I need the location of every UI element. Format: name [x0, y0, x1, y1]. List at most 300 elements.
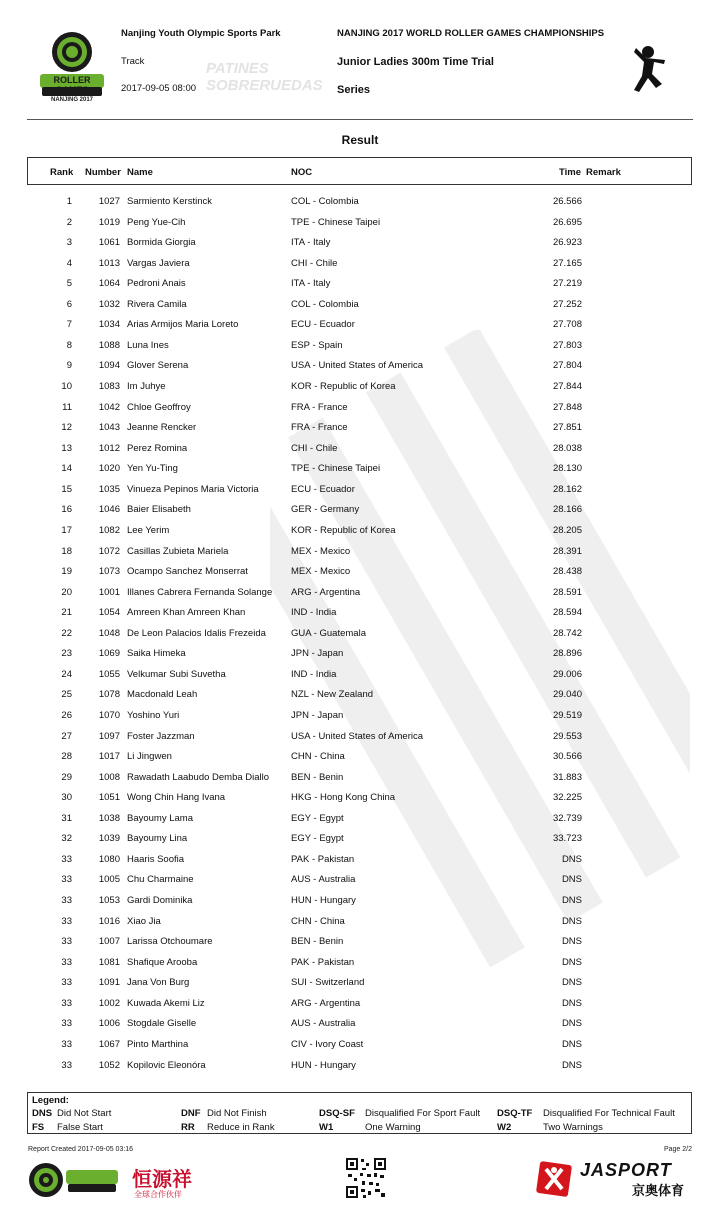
jasport-logo-icon [536, 1161, 574, 1199]
rank-cell: 18 [61, 545, 72, 557]
rank-cell: 15 [61, 483, 72, 495]
table-row [0, 916, 720, 936]
name-cell: Peng Yue-Cih [127, 216, 186, 228]
number-cell: 1053 [98, 895, 120, 907]
qr-code-icon [345, 1157, 387, 1199]
table-row [0, 607, 720, 627]
noc-cell: PAK - Pakistan [291, 853, 355, 865]
time-cell: 28.591 [552, 586, 582, 598]
time-cell: DNS [561, 936, 582, 948]
table-row [0, 854, 720, 874]
table-row [0, 1018, 720, 1038]
time-cell: 28.162 [552, 483, 582, 495]
col-time: Time [559, 167, 582, 178]
table-row [0, 525, 720, 545]
name-cell: Luna Ines [127, 339, 169, 351]
time-cell: DNS [561, 977, 582, 989]
result-title: Result [341, 133, 379, 147]
name-cell: Foster Jazzman [127, 730, 195, 742]
table-row [0, 751, 720, 771]
time-cell: 26.923 [552, 237, 582, 249]
table-row [0, 258, 720, 278]
noc-cell: USA - United States of America [291, 730, 424, 742]
time-cell: 26.566 [552, 196, 582, 207]
time-cell: DNS [561, 895, 582, 907]
roller-games-footer-logo [28, 1160, 120, 1200]
table-row [0, 689, 720, 709]
noc-cell: EGY - Egypt [291, 833, 344, 845]
number-cell: 1027 [98, 196, 120, 207]
name-cell: Xiao Jia [127, 915, 161, 927]
table-row [0, 669, 720, 689]
number-cell: 1042 [98, 401, 120, 413]
rank-cell: 30 [61, 792, 72, 804]
name-cell: Haaris Soofia [127, 853, 185, 865]
number-cell: 1013 [98, 257, 120, 269]
time-cell: DNS [561, 1038, 582, 1050]
rank-cell: 17 [61, 524, 72, 536]
table-row [0, 1039, 720, 1059]
name-cell: Chu Charmaine [127, 874, 194, 886]
rank-cell: 9 [66, 360, 72, 372]
col-remark: Remark [586, 167, 621, 178]
name-cell: Pinto Marthina [127, 1038, 189, 1050]
number-cell: 1069 [98, 648, 120, 660]
time-cell: 27.848 [552, 401, 582, 413]
number-cell: 1046 [98, 504, 120, 516]
time-cell: DNS [561, 915, 582, 927]
noc-cell: ECU - Ecuador [291, 319, 355, 331]
name-cell: Im Juhye [127, 381, 166, 393]
page-number: Page 2/2 [663, 1146, 692, 1153]
name-cell: Bayoumy Lama [127, 812, 194, 824]
noc-cell: TPE - Chinese Taipei [291, 216, 381, 228]
number-cell: 1064 [98, 278, 120, 290]
number-cell: 1001 [98, 586, 120, 598]
table-row [0, 217, 720, 237]
header-divider [27, 119, 693, 120]
rank-cell: 20 [61, 586, 72, 598]
jasport-logo-text: JASPORT [580, 1160, 672, 1180]
noc-cell: NZL - New Zealand [291, 689, 374, 701]
time-cell: 27.804 [552, 360, 582, 372]
legend-box [27, 1092, 692, 1134]
rank-cell: 33 [61, 1018, 72, 1030]
table-row [0, 299, 720, 319]
time-cell: DNS [561, 853, 582, 865]
championship-title: NANJING 2017 WORLD ROLLER GAMES CHAMPIONSHIPS [337, 28, 605, 39]
legend-code: DSQ-SF [319, 1108, 355, 1119]
number-cell: 1039 [98, 833, 120, 845]
time-cell: 27.252 [552, 298, 582, 310]
name-cell: Yen Yu-Ting [127, 463, 178, 475]
number-cell: 1067 [98, 1038, 120, 1050]
legend-text: Reduce in Rank [207, 1122, 275, 1133]
name-cell: Perez Romina [127, 442, 188, 454]
noc-cell: JPN - Japan [291, 648, 344, 660]
table-row [0, 319, 720, 339]
name-cell: Kopilovic Eleonóra [127, 1059, 206, 1071]
legend-code: W1 [319, 1122, 334, 1133]
time-cell: 28.438 [552, 566, 582, 578]
number-cell: 1032 [98, 298, 120, 310]
rank-cell: 33 [61, 853, 72, 865]
number-cell: 1061 [98, 237, 120, 249]
number-cell: 1078 [98, 689, 120, 701]
rank-cell: 8 [66, 339, 72, 351]
number-cell: 1048 [98, 627, 120, 639]
rank-cell: 6 [66, 298, 72, 310]
time-cell: 32.225 [552, 792, 582, 804]
jasport-logo-subtext: 京奥体育 [632, 1183, 685, 1198]
rank-cell: 2 [66, 216, 72, 228]
noc-cell: IND - India [291, 607, 337, 619]
name-cell: Casillas Zubieta Mariela [127, 545, 229, 557]
number-cell: 1017 [98, 751, 120, 763]
number-cell: 1051 [98, 792, 120, 804]
noc-cell: BEN - Benin [291, 771, 344, 783]
name-cell: Ocampo Sanchez Monserrat [127, 566, 248, 578]
name-cell: Vargas Javiera [127, 257, 190, 269]
legend-code: DNS [32, 1108, 53, 1119]
table-row [0, 731, 720, 751]
time-cell: 27.219 [552, 278, 582, 290]
legend-code: RR [181, 1122, 195, 1133]
name-cell: Bormida Giorgia [127, 237, 196, 249]
name-cell: Wong Chin Hang Ivana [127, 792, 226, 804]
number-cell: 1081 [98, 956, 120, 968]
datetime: 2017-09-05 08:00 [121, 83, 197, 94]
rank-cell: 24 [61, 668, 72, 680]
noc-cell: CHI - Chile [291, 257, 338, 269]
name-cell: Stogdale Giselle [127, 1018, 197, 1030]
table-row [0, 587, 720, 607]
legend-text: Did Not Finish [207, 1108, 267, 1119]
table-row [0, 443, 720, 463]
time-cell: 27.844 [552, 381, 582, 393]
rank-cell: 5 [66, 278, 72, 290]
col-noc: NOC [291, 167, 313, 178]
rank-cell: 33 [61, 956, 72, 968]
number-cell: 1043 [98, 422, 120, 434]
noc-cell: IND - India [291, 668, 337, 680]
number-cell: 1034 [98, 319, 120, 331]
time-cell: DNS [561, 874, 582, 886]
rank-cell: 27 [61, 730, 72, 742]
noc-cell: KOR - Republic of Korea [291, 381, 396, 393]
noc-cell: KOR - Republic of Korea [291, 524, 396, 536]
name-cell: Macdonald Leah [127, 689, 198, 701]
rank-cell: 16 [61, 504, 72, 516]
number-cell: 1070 [98, 710, 120, 721]
time-cell: 27.803 [552, 339, 582, 351]
col-number: Number [85, 167, 121, 178]
name-cell: Baier Elisabeth [127, 504, 191, 516]
table-row [0, 360, 720, 380]
number-cell: 1038 [98, 812, 120, 824]
noc-cell: CHI - Chile [291, 442, 338, 454]
name-cell: Rawadath Laabudo Demba Diallo [127, 771, 270, 783]
noc-cell: ESP - Spain [291, 339, 343, 351]
rank-cell: 33 [61, 874, 72, 886]
number-cell: 1097 [98, 730, 120, 742]
event-title: Junior Ladies 300m Time Trial [337, 56, 494, 68]
number-cell: 1080 [98, 853, 120, 865]
time-cell: 32.739 [552, 812, 582, 824]
rank-cell: 31 [61, 812, 72, 824]
discipline: Track [121, 56, 145, 67]
watermark-logo: PATINES SOBRERUEDAS [206, 60, 323, 94]
logo-subtext: NANJING 2017 [50, 97, 94, 103]
table-row [0, 833, 720, 853]
noc-cell: HUN - Hungary [291, 895, 356, 907]
number-cell: 1007 [98, 936, 120, 948]
time-cell: 28.130 [552, 463, 582, 475]
rank-cell: 12 [61, 422, 72, 434]
rank-cell: 19 [61, 566, 72, 578]
rank-cell: 33 [61, 1038, 72, 1050]
time-cell: 28.166 [552, 504, 582, 516]
number-cell: 1055 [98, 668, 120, 680]
noc-cell: AUS - Australia [291, 1018, 356, 1030]
noc-cell: MEX - Mexico [291, 566, 351, 578]
name-cell: Chloe Geoffroy [127, 401, 191, 413]
rank-cell: 22 [61, 627, 72, 639]
table-row [0, 792, 720, 812]
number-cell: 1035 [98, 483, 120, 495]
number-cell: 1054 [98, 607, 120, 619]
table-row [0, 772, 720, 792]
rank-cell: 21 [61, 607, 72, 619]
noc-cell: BEN - Benin [291, 936, 344, 948]
phase-title: Series [337, 84, 371, 96]
noc-cell: ITA - Italy [291, 237, 331, 249]
rank-cell: 33 [61, 977, 72, 989]
rank-cell: 7 [66, 319, 72, 331]
report-created: Report Created 2017-09-05 03:16 [28, 1146, 134, 1153]
time-cell: 28.896 [552, 648, 582, 660]
noc-cell: ITA - Italy [291, 278, 331, 290]
time-cell: DNS [561, 1059, 582, 1071]
rank-cell: 25 [61, 689, 72, 701]
legend-code: W2 [497, 1122, 512, 1133]
legend-text: Did Not Start [57, 1108, 112, 1119]
venue: Nanjing Youth Olympic Sports Park [121, 28, 281, 39]
time-cell: 27.165 [552, 257, 582, 269]
noc-cell: MEX - Mexico [291, 545, 351, 557]
noc-cell: CIV - Ivory Coast [291, 1038, 364, 1050]
name-cell: De Leon Palacios Idalis Frezeida [127, 627, 266, 639]
number-cell: 1094 [98, 360, 120, 372]
time-cell: 31.883 [552, 771, 582, 783]
sponsor-logo-subtext: 全球合作伙伴 [134, 1190, 182, 1199]
table-row [0, 895, 720, 915]
noc-cell: CHN - China [291, 915, 345, 927]
table-row [0, 504, 720, 524]
table-row [0, 546, 720, 566]
table-row [0, 566, 720, 586]
noc-cell: HKG - Hong Kong China [291, 792, 396, 804]
sponsor-logo-text: 恒源祥 [132, 1169, 192, 1191]
table-row [0, 237, 720, 257]
noc-cell: COL - Colombia [291, 196, 359, 207]
name-cell: Larissa Otchoumare [127, 936, 213, 948]
noc-cell: ARG - Argentina [291, 586, 361, 598]
name-cell: Vinueza Pepinos Maria Victoria [127, 483, 259, 495]
number-cell: 1020 [98, 463, 120, 475]
number-cell: 1012 [98, 442, 120, 454]
rank-cell: 4 [66, 257, 72, 269]
logo-text: ROLLER GAMES [53, 75, 91, 95]
name-cell: Illanes Cabrera Fernanda Solange [127, 586, 273, 598]
table-row [0, 381, 720, 401]
rank-cell: 28 [61, 751, 72, 763]
noc-cell: JPN - Japan [291, 710, 344, 721]
legend-text: One Warning [365, 1122, 421, 1133]
rank-cell: 1 [66, 196, 72, 207]
rank-cell: 10 [61, 381, 72, 393]
noc-cell: SUI - Switzerland [291, 977, 365, 989]
number-cell: 1008 [98, 771, 120, 783]
noc-cell: HUN - Hungary [291, 1059, 356, 1071]
legend-code: FS [32, 1122, 45, 1133]
noc-cell: FRA - France [291, 401, 348, 413]
number-cell: 1052 [98, 1059, 120, 1071]
number-cell: 1019 [98, 216, 120, 228]
time-cell: DNS [561, 997, 582, 1009]
table-row [0, 710, 720, 730]
time-cell: DNS [561, 1018, 582, 1030]
table-row [0, 628, 720, 648]
rank-cell: 11 [62, 401, 72, 413]
table-row [0, 813, 720, 833]
table-row [0, 648, 720, 668]
table-row [0, 278, 720, 298]
time-cell: 28.038 [552, 442, 582, 454]
number-cell: 1082 [98, 524, 120, 536]
name-cell: Amreen Khan Amreen Khan [127, 607, 246, 619]
noc-cell: FRA - France [291, 422, 348, 434]
rank-cell: 33 [61, 1059, 72, 1071]
time-cell: 28.205 [552, 524, 582, 536]
time-cell: 29.040 [552, 689, 582, 701]
table-row [0, 998, 720, 1018]
name-cell: Shafique Arooba [127, 956, 198, 968]
number-cell: 1091 [98, 977, 120, 989]
name-cell: Glover Serena [127, 360, 189, 372]
number-cell: 1005 [98, 874, 120, 886]
table-row [0, 957, 720, 977]
legend-text: Two Warnings [543, 1122, 603, 1133]
rank-cell: 13 [61, 442, 72, 454]
legend-text: Disqualified For Sport Fault [365, 1108, 481, 1119]
name-cell: Bayoumy Lina [127, 833, 188, 845]
name-cell: Kuwada Akemi Liz [127, 997, 205, 1009]
rank-cell: 3 [66, 237, 72, 249]
number-cell: 1088 [98, 339, 120, 351]
rank-cell: 23 [61, 648, 72, 660]
rank-cell: 29 [61, 771, 72, 783]
table-row [0, 402, 720, 422]
name-cell: Sarmiento Kerstinck [127, 196, 213, 207]
rank-cell: 14 [61, 463, 72, 475]
time-cell: 27.851 [552, 422, 582, 434]
number-cell: 1006 [98, 1018, 120, 1030]
table-row [0, 196, 720, 216]
noc-cell: ARG - Argentina [291, 997, 361, 1009]
time-cell: 28.594 [552, 607, 582, 619]
table-row [0, 484, 720, 504]
time-cell: 29.006 [552, 668, 582, 680]
name-cell: Yoshino Yuri [127, 710, 180, 721]
noc-cell: TPE - Chinese Taipei [291, 463, 381, 475]
noc-cell: AUS - Australia [291, 874, 356, 886]
name-cell: Jeanne Rencker [127, 422, 197, 434]
noc-cell: GER - Germany [291, 504, 360, 516]
noc-cell: EGY - Egypt [291, 812, 344, 824]
noc-cell: USA - United States of America [291, 360, 424, 372]
time-cell: 26.695 [552, 216, 582, 228]
rank-cell: 33 [61, 936, 72, 948]
table-row [0, 422, 720, 442]
time-cell: 30.566 [552, 751, 582, 763]
number-cell: 1072 [98, 545, 120, 557]
column-header [27, 157, 692, 185]
rank-cell: 33 [61, 997, 72, 1009]
rank-cell: 32 [61, 833, 72, 845]
table-row [0, 936, 720, 956]
noc-cell: PAK - Pakistan [291, 956, 355, 968]
skater-mascot-icon [628, 44, 670, 96]
time-cell: 29.519 [552, 710, 582, 721]
rank-cell: 33 [61, 915, 72, 927]
legend-code: DNF [181, 1108, 201, 1119]
legend-code: DSQ-TF [497, 1108, 533, 1119]
name-cell: Gardi Dominika [127, 895, 193, 907]
legend-text: False Start [57, 1122, 103, 1133]
table-row [0, 463, 720, 483]
table-row [0, 977, 720, 997]
name-cell: Li Jingwen [127, 751, 172, 763]
number-cell: 1073 [98, 566, 120, 578]
name-cell: Saika Himeka [127, 648, 186, 660]
time-cell: 28.742 [552, 627, 582, 639]
noc-cell: CHN - China [291, 751, 345, 763]
col-rank: Rank [50, 167, 74, 178]
legend-title: Legend: [32, 1095, 69, 1106]
time-cell: 29.553 [552, 730, 582, 742]
legend-text: Disqualified For Technical Fault [543, 1108, 675, 1119]
time-cell: DNS [561, 956, 582, 968]
time-cell: 28.391 [552, 545, 582, 557]
noc-cell: GUA - Guatemala [291, 627, 366, 639]
name-cell: Lee Yerim [127, 524, 170, 536]
number-cell: 1016 [98, 915, 120, 927]
name-cell: Velkumar Subi Suvetha [127, 668, 226, 680]
col-name: Name [127, 167, 153, 178]
number-cell: 1083 [98, 381, 120, 393]
name-cell: Rivera Camila [127, 298, 187, 310]
number-cell: 1002 [98, 997, 120, 1009]
time-cell: 27.708 [552, 319, 582, 331]
name-cell: Jana Von Burg [127, 977, 190, 989]
table-row [0, 1060, 720, 1080]
table-row [0, 874, 720, 894]
noc-cell: ECU - Ecuador [291, 483, 355, 495]
noc-cell: COL - Colombia [291, 298, 359, 310]
name-cell: Pedroni Anais [127, 278, 186, 290]
rank-cell: 33 [61, 895, 72, 907]
